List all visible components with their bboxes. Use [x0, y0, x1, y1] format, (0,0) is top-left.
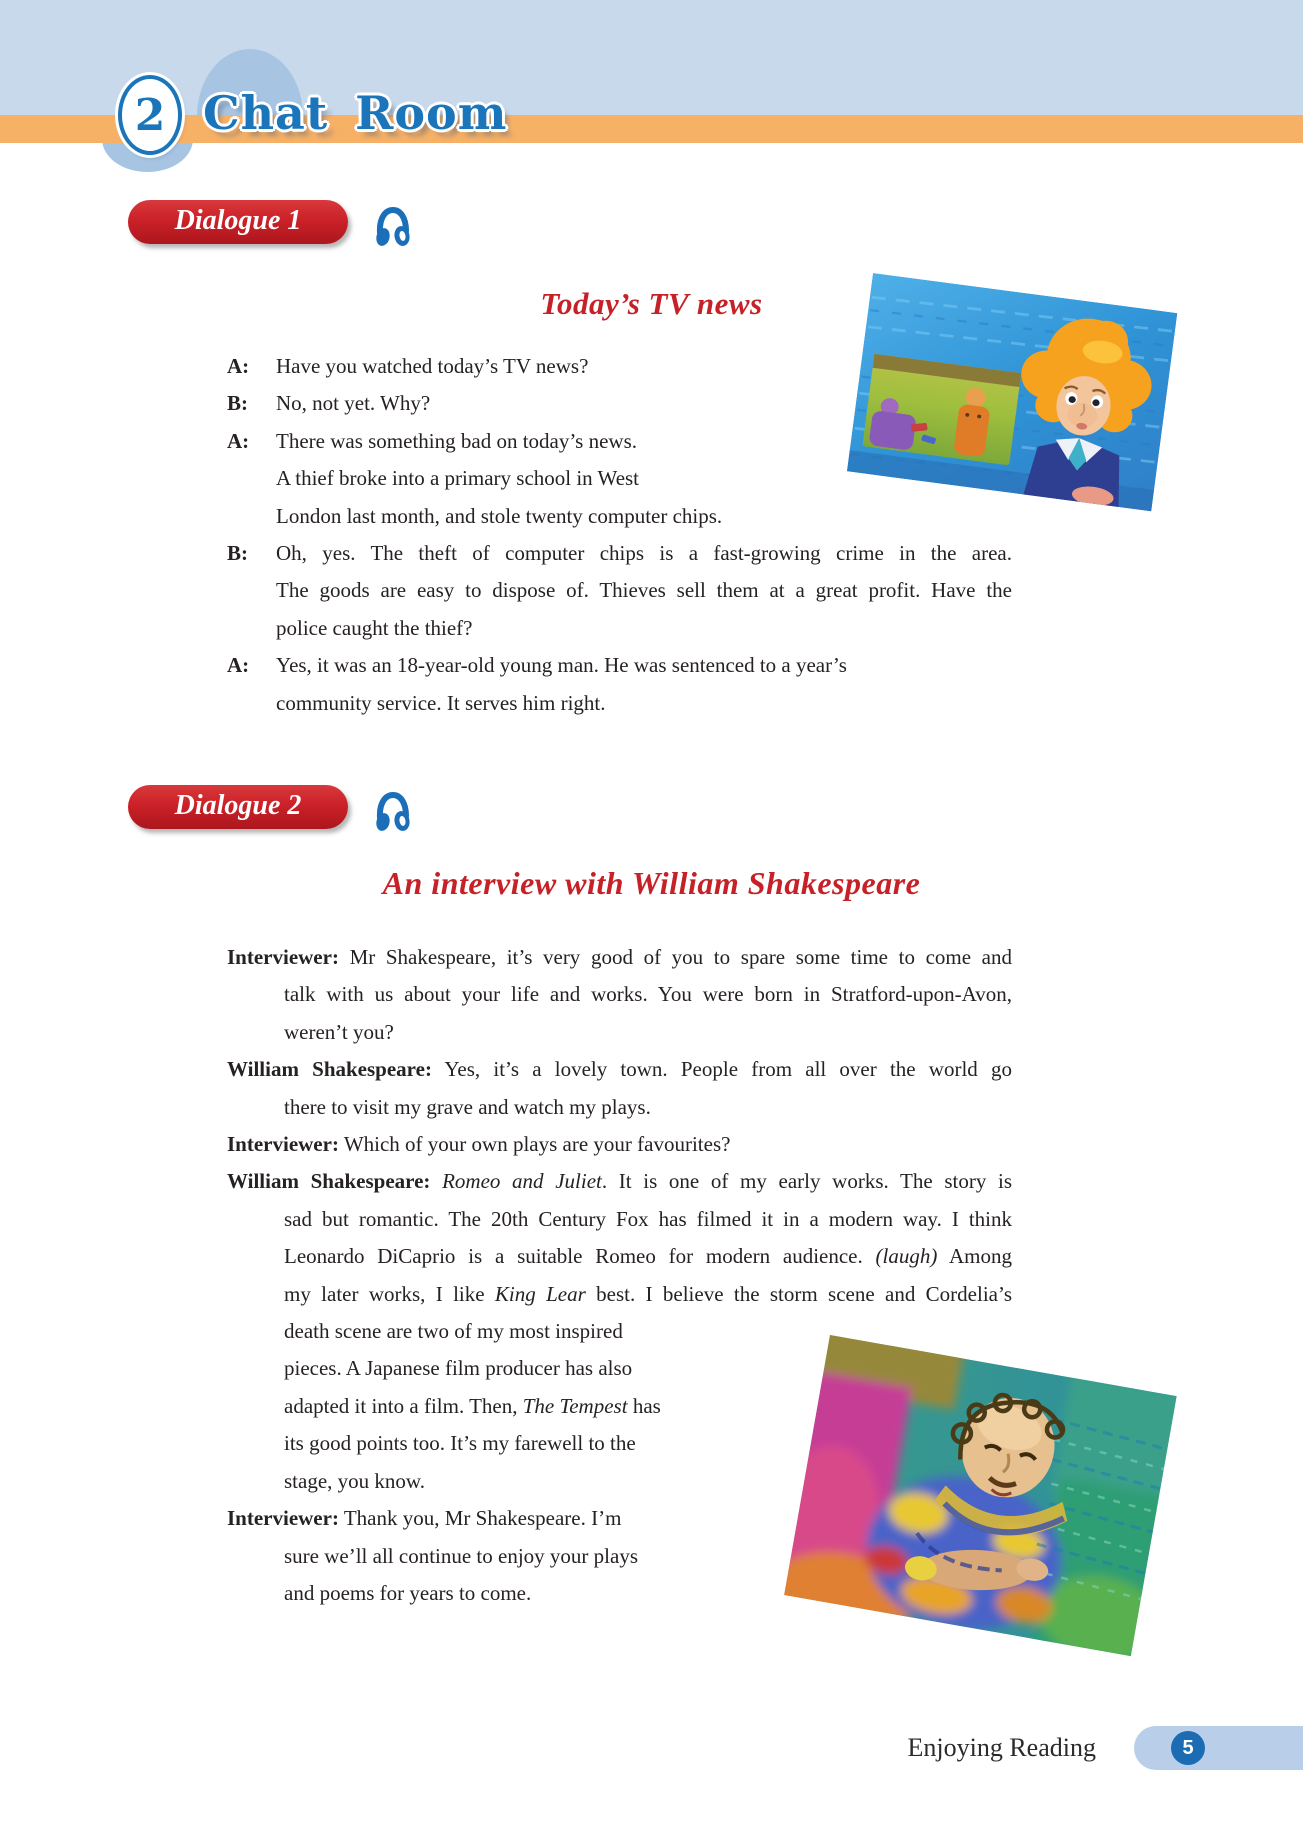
dialogue-line: community service. It serves him right.: [276, 690, 606, 715]
dialogue2-title: An interview with William Shakespeare: [382, 865, 921, 901]
footer-pill: [1134, 1726, 1303, 1770]
dialogue-line: Interviewer: Which of your own plays are your favourites?: [227, 1132, 731, 1157]
dialogue-line: talk with us about your life and works. You were born in Stratford-upon-Avon,: [284, 982, 1012, 1007]
dialogue-line: Leonardo DiCaprio is a suitable Romeo for modern audience. (laugh) Among: [284, 1244, 1012, 1269]
speaker-label: A:: [227, 354, 250, 378]
dialogue-line: there to visit my grave and watch my plays.: [284, 1094, 651, 1119]
dialogue-line: London last month, and stole twenty computer chips.: [276, 503, 723, 528]
headphones-icon: [372, 791, 412, 833]
dialogue-line: sad but romantic. The 20th Century Fox has filmed it in a modern way. I think: [284, 1206, 1012, 1231]
dialogue-line: Interviewer: Thank you, Mr Shakespeare. I’m: [227, 1506, 622, 1531]
dialogue1-title: Today’s TV news: [540, 286, 763, 321]
dialogue-line: A thief broke into a primary school in West: [276, 466, 640, 491]
speaker-label: A:: [227, 428, 250, 453]
dialogue-line: A: Yes, it was an 18-year-old young man. He was sentenced to a year’s: [227, 647, 1012, 684]
dialogue-line: William Shakespeare: Yes, it’s a lovely town. People from all over the world go: [227, 1057, 1012, 1082]
dialogue-line: my later works, I like King Lear best. I believe the storm scene and Cordelia’s: [284, 1281, 1012, 1306]
dialogue-line: sure we’ll all continue to enjoy your plays: [284, 1543, 638, 1568]
dialogue-line: its good points too. It’s my farewell to the: [284, 1431, 636, 1456]
dialogue2-badge: [128, 785, 348, 829]
tv-news-image: [847, 273, 1177, 511]
dialogue-line: weren’t you?: [284, 1019, 394, 1044]
inset-news-picture: [862, 354, 1021, 466]
speaker-label: B:: [227, 541, 248, 566]
dialogue2-badge-label: Dialogue 2: [174, 789, 302, 821]
unit-number-badge: [118, 75, 182, 155]
dialogue-line: B: Oh, yes. The theft of computer chips is a fast-growing crime in the area.: [227, 535, 1012, 572]
page-number: 5: [1182, 1736, 1194, 1759]
dialogue-line: A: Have you watched today’s TV news?: [227, 348, 1012, 385]
dialogue-line: The goods are easy to dispose of. Thieves sell them at a great profit. Have the: [276, 578, 1012, 603]
dialogue-line: William Shakespeare: Romeo and Juliet. It is one of my early works. The story is: [227, 1169, 1013, 1194]
dialogue-line: A: There was something bad on today’s news.: [227, 423, 1012, 460]
footer-section-label: Enjoying Reading: [907, 1733, 1096, 1762]
dialogue1-badge-label: Dialogue 1: [174, 204, 302, 236]
page-number-badge: [1171, 1731, 1205, 1765]
header-band-blue: [0, 0, 1303, 115]
dialogue1-badge: [128, 200, 348, 244]
header-band-orange: [0, 115, 1303, 143]
dialogue-line: and poems for years to come.: [284, 1580, 532, 1605]
dialogue-line: Interviewer: Mr Shakespeare, it’s very good of you to spare some time to come and: [227, 945, 1012, 969]
unit-number: 2: [134, 89, 166, 141]
unit-title: Chat Room: [203, 86, 508, 140]
speaker-label: B:: [227, 391, 248, 416]
dialogue-line: pieces. A Japanese film producer has also: [284, 1356, 633, 1381]
headphones-icon: [372, 206, 412, 248]
dialogue-line: police caught the thief?: [276, 615, 473, 640]
dialogue-line: B: No, not yet. Why?: [227, 385, 1012, 422]
dialogue-line: stage, you know.: [284, 1468, 425, 1493]
speaker-label: A:: [227, 653, 250, 678]
dialogue-line: adapted it into a film. Then, The Tempest has: [284, 1393, 661, 1418]
dialogue-line: death scene are two of my most inspired: [284, 1319, 623, 1344]
